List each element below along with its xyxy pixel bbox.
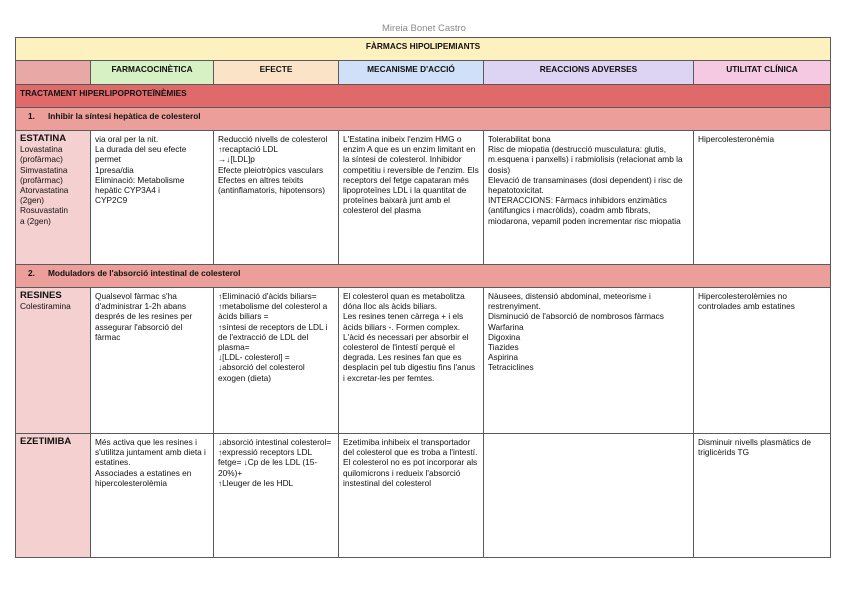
cell-utilitat: Hipercolesteronèmia	[694, 131, 831, 265]
cell-mecanisme: El colesterol quan es metabolitza dóna lloc als àcids biliars. Les resines tenen càrrega + i els àcids biliars -. Formen complex. L'àcid és necessari per absorbir el colesterol de l'intestí perquè el degrada. Les resines fan que es desplacin pel tub digestiu fins l'anus i excretar-les per femtes.	[339, 288, 484, 434]
drug-name: ESTATINA	[20, 133, 67, 144]
drug-table	[15, 37, 831, 558]
drug-cell-estatina	[16, 131, 91, 265]
section-title: TRACTAMENT HIPERLIPOPROTEÏNÈMIES	[16, 85, 831, 108]
cell-mecanisme: L'Estatina inibeix l'enzim HMG o enzim A que es un enzim limitant en la síntesi de colesterol. Inhibidor competitiu i reversible de l'enzim. Els receptors del fetge capataran més lipoproteïnes LDL i la quantitat de proteïnes baixarà junt amb el colesterol del plasma	[339, 131, 484, 265]
cell-reaccions	[484, 434, 694, 558]
header-efecte: EFECTE	[214, 61, 339, 85]
cell-farmacocinetica: Més activa que les resines i s'utilitza juntament amb dieta i estatines. Associades a estatines en hipercolesterolèmia	[91, 434, 214, 558]
cell-efecte: Reducció nivells de colesterol ↑recaptació LDL →↓[LDL]p Efecte pleiotròpics vasculars Efectes en altres teixits (antinflamatoris, hipotensors)	[214, 131, 339, 265]
drug-subnames: Lovastatina (profàrmac) Simvastatina (profàrmac) Atorvastatina (2gen) Rosuvastatin a (2gen)	[20, 144, 69, 226]
drug-subnames: Colestiramina	[20, 301, 71, 312]
cell-farmacocinetica: via oral per la nit. La durada del seu efecte permet 1presa/dia Eliminació: Metabolisme hepàtic CYP3A4 i CYP2C9	[91, 131, 214, 265]
table-row-estatina	[16, 131, 831, 265]
cell-farmacocinetica: Qualsevol fàrmac s'ha d'administrar 1-2h abans després de les resines per assegurar l'absorció del fàrmac	[91, 288, 214, 434]
drug-cell-resines	[16, 288, 91, 434]
column-header-row	[16, 61, 831, 85]
header-farmacocinetica: FARMACOCINÈTICA	[91, 61, 214, 85]
table-title: FÀRMACS HIPOLIPEMIANTS	[16, 38, 831, 61]
subsection-number: 1.	[28, 111, 35, 121]
cell-reaccions: Nàusees, distensió abdominal, meteorisme i restrenyiment. Disminució de l'absorció de nombrosos fàrmacs Warfarina Digoxina Tiazides Aspirina Tetraciclines	[484, 288, 694, 434]
header-utilitat: UTILITAT CLÍNICA	[694, 61, 831, 85]
drug-cell-ezetimiba	[16, 434, 91, 558]
subsection-row	[16, 265, 831, 288]
subsection-row	[16, 108, 831, 131]
document-author: Mireia Bonet Castro	[382, 23, 466, 34]
table-title-row	[16, 38, 831, 61]
header-blank-cell	[16, 61, 91, 85]
cell-mecanisme: Ezetimiba inhibeix el transportador del colesterol que es troba a l'intestí. El colesterol no es pot incorporar als quilomicrons i redueix l'absorció instestinal del colesterol	[339, 434, 484, 558]
subsection-title: Inhibir la síntesi hepàtica de colesterol	[48, 111, 201, 121]
subsection-2	[16, 265, 831, 288]
subsection-number: 2.	[28, 268, 35, 278]
drug-name: EZETIMIBA	[20, 436, 72, 447]
header-mecanisme: MECANISME D'ACCIÓ	[339, 61, 484, 85]
subsection-title: Moduladors de l'absorció intestinal de colesterol	[48, 268, 241, 278]
subsection-1	[16, 108, 831, 131]
cell-utilitat: Hipercolesterolèmies no controlades amb estatines	[694, 288, 831, 434]
cell-efecte: ↑Eliminació d'àcids biliars= ↑metabolisme del colesterol a àcids biliars = ↑síntesi de receptors de LDL i de l'extracció de LDL del plasma= ↓[LDL- colesterol] = ↓absorció del colesterol exogen (dieta)	[214, 288, 339, 434]
cell-efecte: ↓absorció intestinal colesterol= ↑expressió receptors LDL fetge= ↓Cp de les LDL (15-20%)+ ↑Lleuger de les HDL	[214, 434, 339, 558]
table-row-ezetimiba	[16, 434, 831, 558]
section-row	[16, 85, 831, 108]
header-reaccions: REACCIONS ADVERSES	[484, 61, 694, 85]
drug-name: RESINES	[20, 290, 62, 301]
table-row-resines	[16, 288, 831, 434]
cell-utilitat: Disminuir nivells plasmàtics de triglicèrids TG	[694, 434, 831, 558]
cell-reaccions: Tolerabilitat bona Risc de miopatia (destrucció musculatura: glutis, m.esquena i panxells) i rabmiolisis (relacionat amb la dosis) Elevació de transaminases (dosi dependent) i risc de hepatotoxicitat. INTERACCIONS: Fàrmacs inhibidors enzimàtics (antifungics i macròlids), coadm amb fibrats, miodarona, vepamil poden incrementar risc miopatia	[484, 131, 694, 265]
